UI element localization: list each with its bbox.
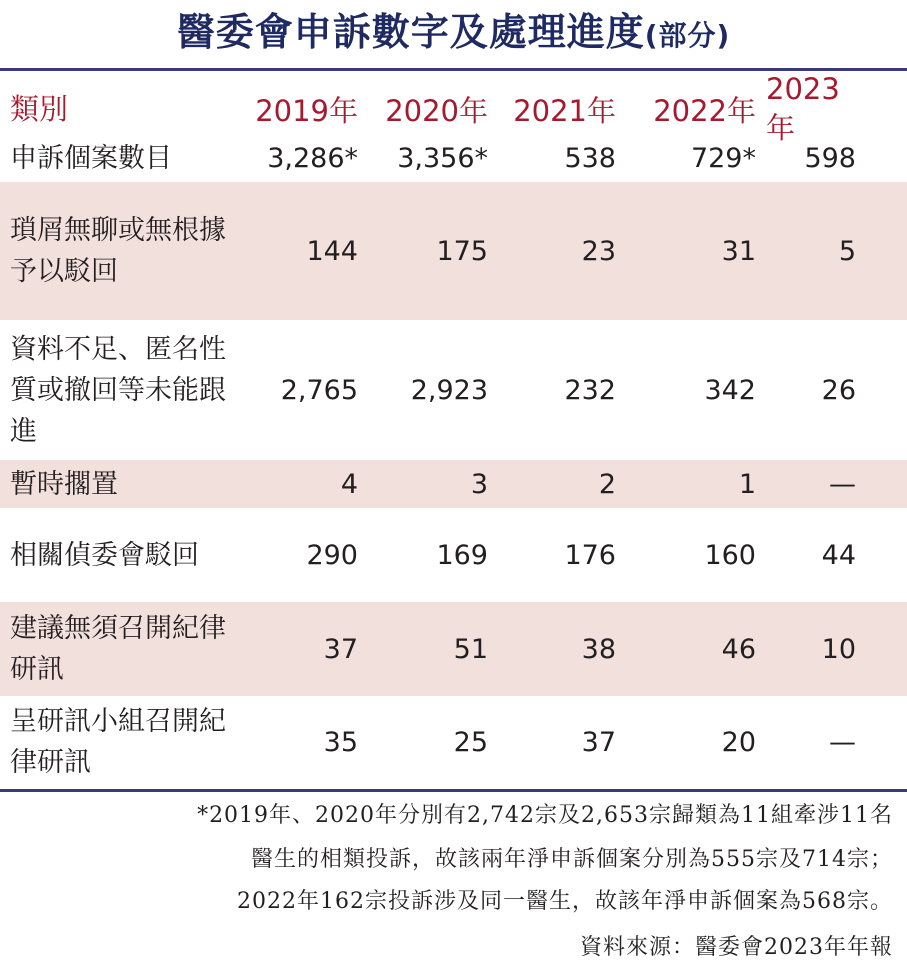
header-category: 類別	[10, 91, 69, 126]
table-row	[0, 182, 907, 320]
source-note: 資料來源：醫委會2023年年報	[580, 935, 893, 960]
table-cell: 144	[306, 235, 358, 267]
table-cell: 38	[581, 633, 616, 665]
table-cell: 3,286*	[267, 142, 358, 174]
table-cell: 169	[436, 539, 488, 571]
table-cell: 176	[564, 539, 616, 571]
table-cell: 26	[821, 374, 856, 406]
header-year: 2022年	[653, 93, 756, 128]
table-cell: 232	[564, 374, 616, 406]
bottom-rule	[0, 789, 907, 792]
table-cell: 175	[436, 235, 488, 267]
table-cell: 290	[306, 539, 358, 571]
header-year: 2023年	[766, 71, 840, 145]
table-cell: 25	[453, 726, 488, 758]
table-cell: 31	[721, 235, 756, 267]
table-cell: 37	[581, 726, 616, 758]
table-header-row	[0, 71, 907, 145]
table-row	[0, 696, 907, 788]
table-cell: —	[829, 468, 856, 500]
title-subtitle: (部分)	[644, 19, 731, 52]
table-cell: 2,923	[410, 374, 488, 406]
table-row	[0, 602, 907, 696]
title-text: 醫委會申訴數字及處理進度	[176, 10, 645, 54]
table-cell: 10	[821, 633, 856, 665]
table-cell: 538	[564, 142, 616, 174]
table-cell: 2	[598, 468, 616, 500]
footnote-line: 醫生的相類投訴，故該兩年淨申訴個案分別為555宗及714宗；	[251, 847, 893, 872]
row-label: 申訴個案數目	[10, 142, 172, 174]
table-cell: 20	[721, 726, 756, 758]
header-year: 2019年	[255, 93, 358, 128]
table-row	[0, 508, 907, 602]
row-label: 呈研訊小組召開紀律研訊	[10, 706, 226, 778]
table-cell: 1	[738, 468, 756, 500]
table-cell: —	[829, 726, 856, 758]
row-label: 暫時擱置	[10, 468, 118, 500]
row-label: 瑣屑無聊或無根據予以駁回	[10, 215, 226, 287]
table-cell: 2,765	[280, 374, 358, 406]
row-label: 建議無須召開紀律研訊	[10, 613, 226, 685]
table-cell: 5	[838, 235, 856, 267]
header-year: 2020年	[385, 93, 488, 128]
table-cell: 342	[704, 374, 756, 406]
table-cell: 51	[453, 633, 488, 665]
footnote-line: *2019年、2020年分別有2,742宗及2,653宗歸類為11組牽涉11名	[197, 803, 893, 828]
footnote-line: 2022年162宗投訴涉及同一醫生，故該年淨申訴個案為568宗。	[237, 889, 893, 914]
table-cell: 44	[821, 539, 856, 571]
table-cell: 35	[323, 726, 358, 758]
table-cell: 3	[470, 468, 488, 500]
table-row	[0, 460, 907, 508]
row-label: 相關偵委會駁回	[10, 539, 199, 571]
table-cell: 4	[340, 468, 358, 500]
table-row	[0, 320, 907, 460]
chart-title	[0, 6, 907, 62]
table-cell: 46	[721, 633, 756, 665]
table-cell: 160	[704, 539, 756, 571]
table-cell: 23	[581, 235, 616, 267]
header-year: 2021年	[513, 93, 616, 128]
table-cell: 3,356*	[397, 142, 488, 174]
table-cell: 37	[323, 633, 358, 665]
table-row	[0, 134, 907, 182]
table-cell: 729*	[690, 142, 756, 174]
row-label: 資料不足、匿名性質或撤回等未能跟進	[10, 333, 226, 447]
table-cell: 598	[804, 142, 856, 174]
